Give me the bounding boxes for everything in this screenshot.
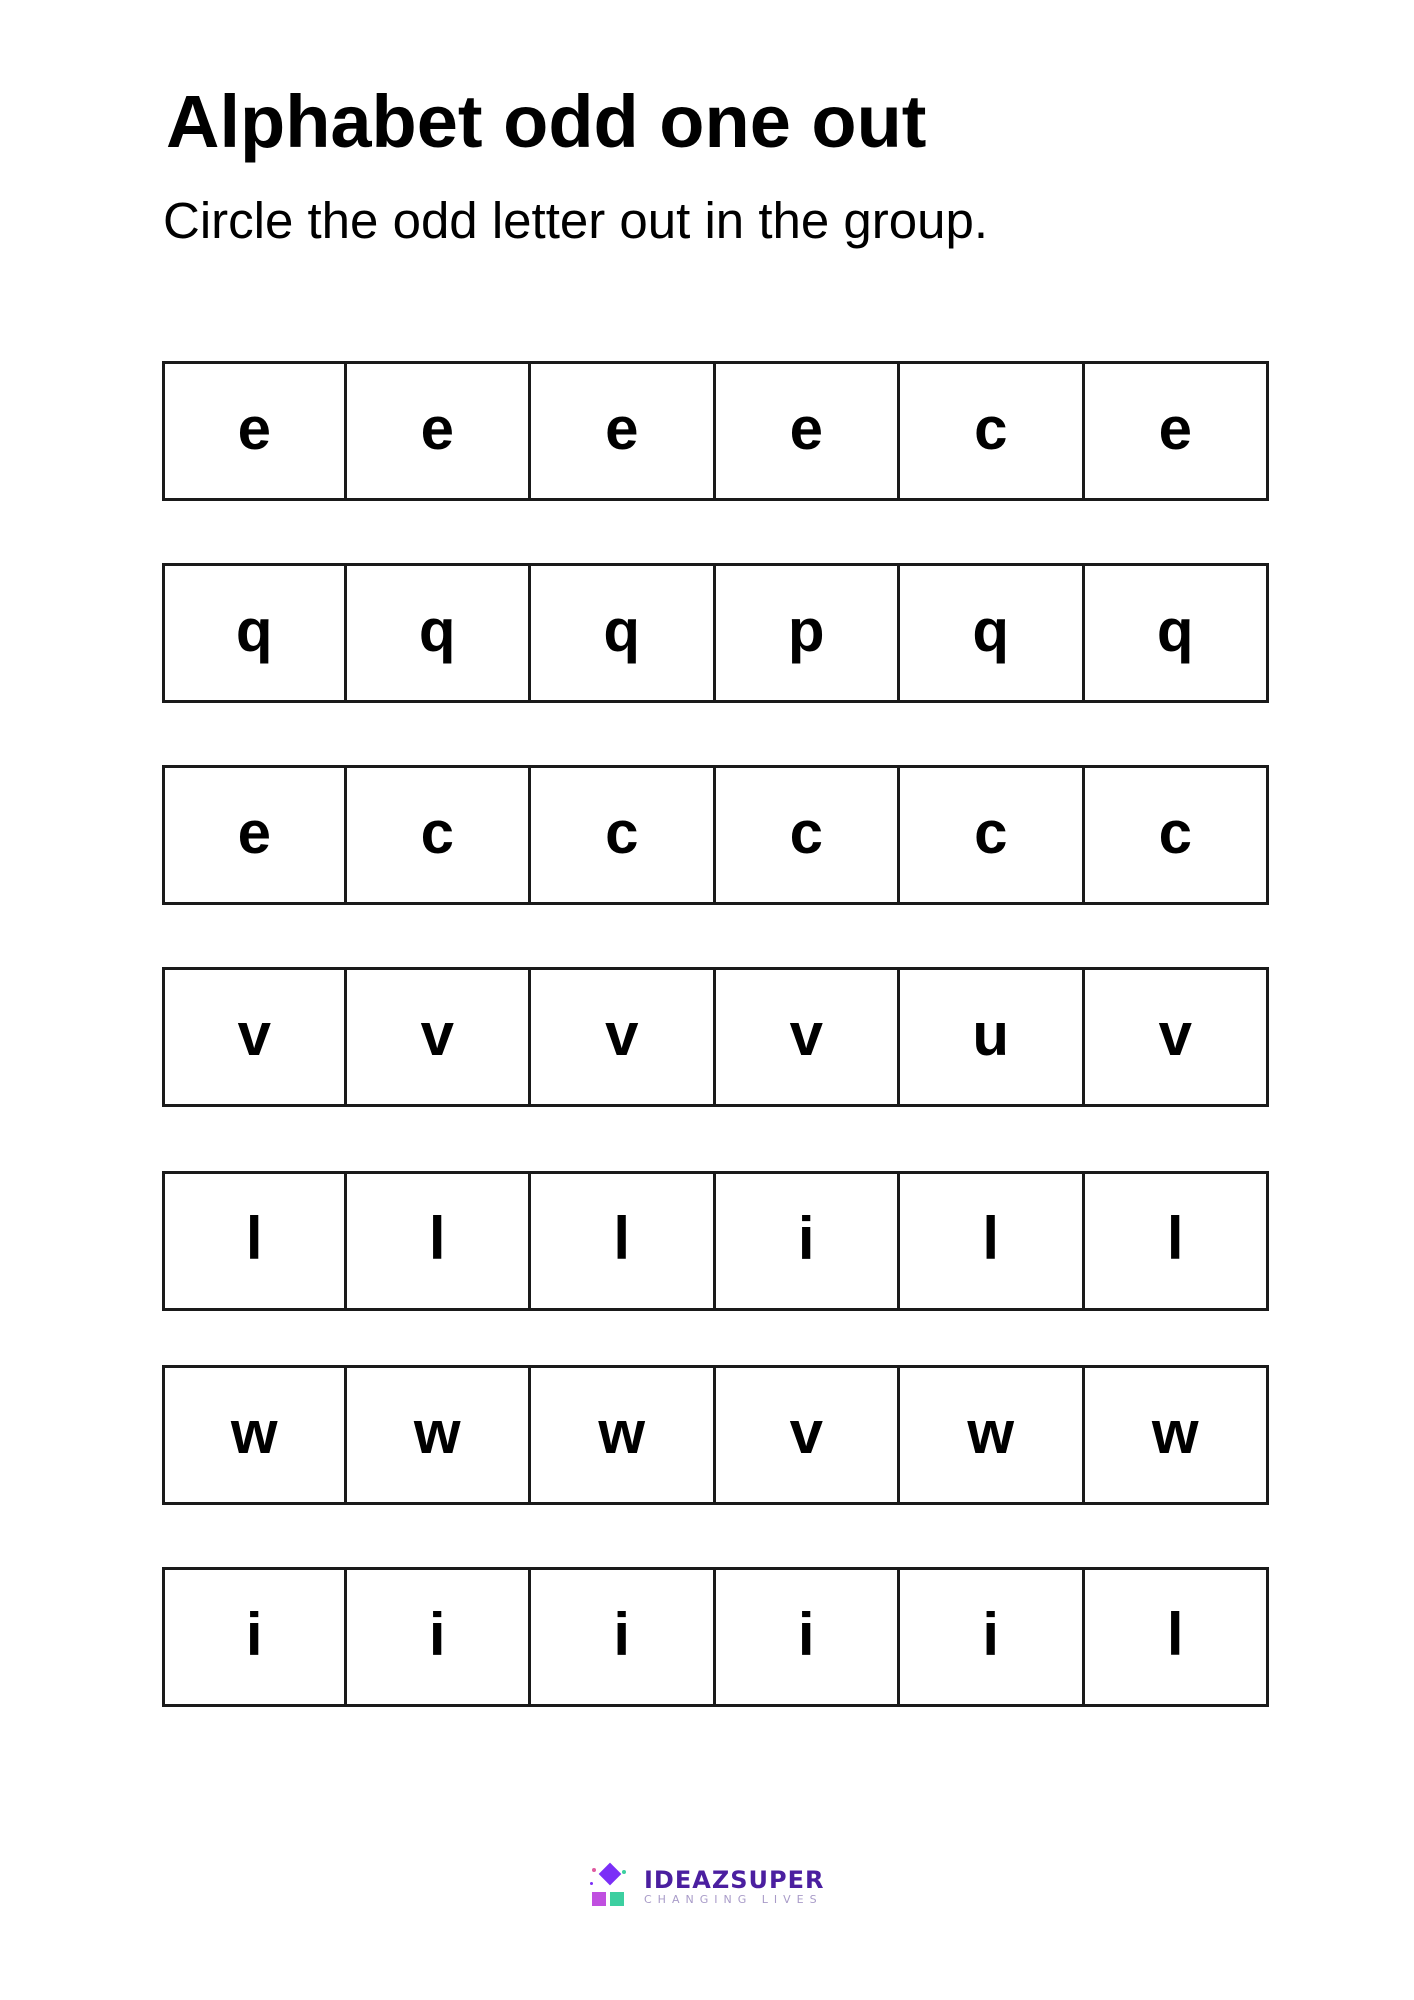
letter-cell[interactable]: i xyxy=(528,1567,716,1707)
logo-text xyxy=(644,1867,824,1907)
page-title: Alphabet odd one out xyxy=(166,80,927,163)
letter-cell[interactable]: u xyxy=(897,967,1085,1107)
letter-cell[interactable]: c xyxy=(713,765,901,905)
letter-cell[interactable]: p xyxy=(713,563,901,703)
letter-row xyxy=(162,1365,1269,1505)
letter-cell[interactable]: v xyxy=(713,967,901,1107)
letter-cell[interactable]: l xyxy=(528,1171,716,1311)
letter-cell[interactable]: v xyxy=(713,1365,901,1505)
letter-row xyxy=(162,563,1269,703)
letter-row xyxy=(162,765,1269,905)
letter-cell[interactable]: l xyxy=(897,1171,1085,1311)
letter-cell[interactable]: c xyxy=(897,765,1085,905)
letter-cell[interactable]: c xyxy=(528,765,716,905)
letter-cell[interactable]: e xyxy=(344,361,532,501)
letter-cell[interactable]: w xyxy=(344,1365,532,1505)
letter-cell[interactable]: q xyxy=(162,563,347,703)
letter-cell[interactable]: l xyxy=(1082,1567,1270,1707)
letter-cell[interactable]: l xyxy=(344,1171,532,1311)
letter-row xyxy=(162,967,1269,1107)
instruction-text: Circle the odd letter out in the group. xyxy=(163,192,988,249)
letter-row xyxy=(162,1567,1269,1707)
letter-cell[interactable]: l xyxy=(162,1171,347,1311)
letter-row xyxy=(162,1171,1269,1311)
letter-cell[interactable]: e xyxy=(528,361,716,501)
letter-cell[interactable]: v xyxy=(162,967,347,1107)
letter-cell[interactable]: q xyxy=(897,563,1085,703)
letter-row xyxy=(162,361,1269,501)
letter-cell[interactable]: w xyxy=(897,1365,1085,1505)
letter-cell[interactable]: e xyxy=(713,361,901,501)
letter-cell[interactable]: q xyxy=(344,563,532,703)
letter-cell[interactable]: i xyxy=(344,1567,532,1707)
letter-cell[interactable]: e xyxy=(1082,361,1270,501)
letter-cell[interactable]: v xyxy=(1082,967,1270,1107)
letter-cell[interactable]: q xyxy=(528,563,716,703)
letter-cell[interactable]: w xyxy=(162,1365,347,1505)
letter-cell[interactable]: i xyxy=(162,1567,347,1707)
letter-cell[interactable]: v xyxy=(344,967,532,1107)
letter-cell[interactable]: w xyxy=(528,1365,716,1505)
letter-cell[interactable]: v xyxy=(528,967,716,1107)
letter-cell[interactable]: i xyxy=(897,1567,1085,1707)
letter-cell[interactable]: c xyxy=(897,361,1085,501)
letter-cell[interactable]: q xyxy=(1082,563,1270,703)
letter-cell[interactable]: c xyxy=(1082,765,1270,905)
letter-cell[interactable]: e xyxy=(162,765,347,905)
letter-cell[interactable]: w xyxy=(1082,1365,1270,1505)
letter-cell[interactable]: l xyxy=(1082,1171,1270,1311)
letter-cell[interactable]: e xyxy=(162,361,347,501)
ideazsuper-logo-icon xyxy=(588,1864,634,1910)
brand-name: IDEAZSUPER xyxy=(644,1866,825,1894)
brand-tagline: CHANGING LIVES xyxy=(644,1893,823,1906)
letter-cell[interactable]: i xyxy=(713,1171,901,1311)
letter-cell[interactable]: c xyxy=(344,765,532,905)
brand-logo xyxy=(588,1862,824,1912)
letter-cell[interactable]: i xyxy=(713,1567,901,1707)
